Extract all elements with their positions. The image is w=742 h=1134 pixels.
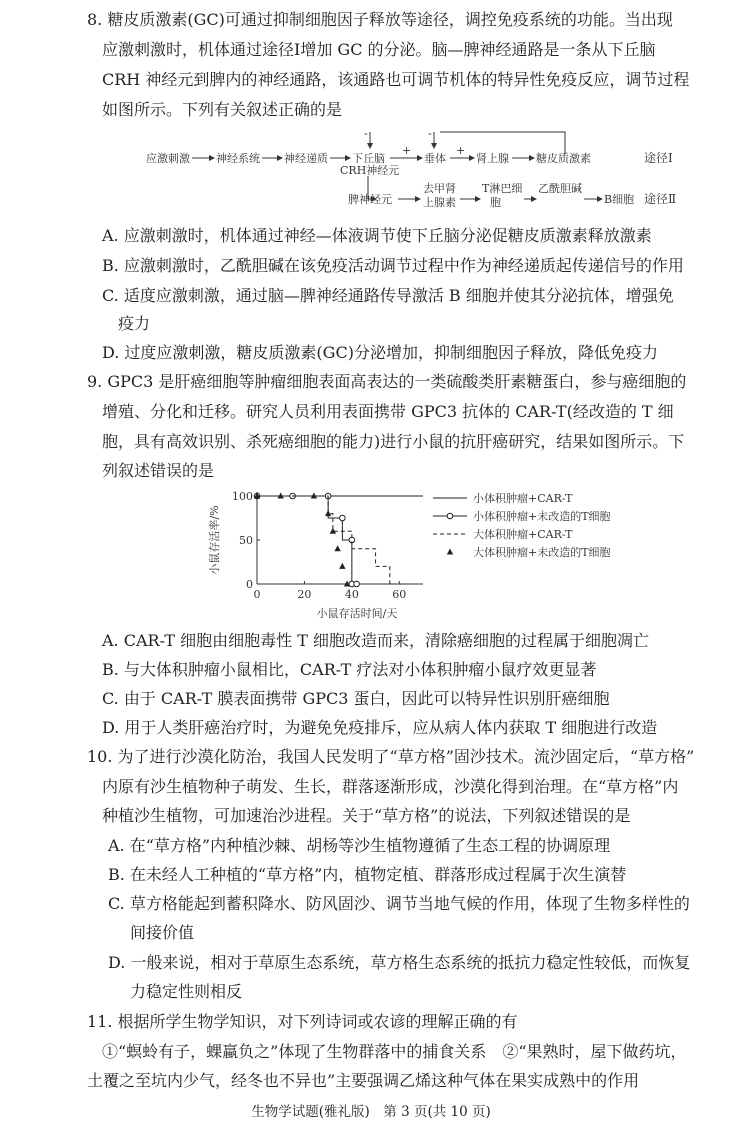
q8-option-b: B. 应激刺激时，乙酰胆碱在该免疫活动调节过程中作为神经递质起传递信号的作用 xyxy=(102,256,684,275)
diagram-bcell: B细胞 xyxy=(604,193,635,206)
diagram-ach-1: 乙酰胆碱 xyxy=(538,182,582,195)
diagram-tcell-2: 胞 xyxy=(490,196,501,209)
chart-ylabel: 小鼠存活率/% xyxy=(208,505,221,575)
series-4-point xyxy=(334,545,340,551)
q9-line-1: 9. GPC3 是肝癌细胞等肿瘤细胞表面高表达的一类硫酸类肝素糖蛋白，参与癌细胞的 xyxy=(87,372,687,391)
diagram-hypothalamus: 下丘脑 xyxy=(352,152,385,165)
q9-option-d: D. 用于人类肝癌治疗时，为避免免疫排斥，应从病人体内获取 T 细胞进行改造 xyxy=(102,718,658,737)
chart-xtick-label: 20 xyxy=(297,588,312,601)
q9-option-a: A. CAR-T 细胞由细胞毒性 T 细胞改造而来，清除癌细胞的过程属于细胞凋亡 xyxy=(102,631,650,650)
q8-line-3: CRH 神经元到脾内的神经通路，该通路也可调节机体的特异性免疫反应，调节过程 xyxy=(102,70,690,89)
q10-option-b: B. 在未经人工种植的“草方格”内，植物定植、群落形成过程属于次生演替 xyxy=(108,865,627,884)
diagram-gc: 糖皮质激素 xyxy=(536,152,591,165)
q10-line-3: 种植沙生植物，可加速治沙进程。关于“草方格”的说法，下列叙述错误的是 xyxy=(102,806,631,825)
series-line-2 xyxy=(257,496,357,584)
diagram-minus-2: - xyxy=(428,127,432,140)
q8-regulation-diagram xyxy=(140,124,710,216)
chart-ytick-label: 50 xyxy=(239,534,253,547)
legend-marker-2 xyxy=(447,513,453,519)
survival-chart xyxy=(205,484,625,624)
diagram-crh-neuron: CRH神经元 xyxy=(340,164,400,177)
diagram-spleen-nerve: 脾神经元 xyxy=(348,193,392,206)
diagram-path-1: 途径Ⅰ xyxy=(644,151,673,165)
series-2-point xyxy=(354,581,360,587)
q10-line-1: 10. 为了进行沙漠化防治，我国人民发明了“草方格”固沙技术。流沙固定后，“草方格” xyxy=(87,747,695,766)
diagram-path-2: 途径Ⅱ xyxy=(644,192,677,206)
series-line-3 xyxy=(257,496,404,584)
chart-xlabel: 小鼠存活时间/天 xyxy=(316,607,398,620)
q11-line-3: 土覆之至坑内少气，经冬也不异也”主要强调乙烯这种气体在果实成熟中的作用 xyxy=(87,1071,640,1090)
q8-option-a: A. 应激刺激时，机体通过神经—体液调节使下丘脑分泌促糖皮质激素释放激素 xyxy=(102,226,652,245)
q9-option-c: C. 由于 CAR-T 膜表面携带 GPC3 蛋白，因此可以特异性识别肝癌细胞 xyxy=(102,689,610,708)
legend-label-1: 小体积肿瘤+CAR-T xyxy=(473,492,573,505)
diagram-stress: 应激刺激 xyxy=(146,152,190,165)
q8-option-c-cont: 疫力 xyxy=(118,314,151,333)
q11-line-2: ①“螟蛉有子，蜾蠃负之”体现了生物群落中的捕食关系 ②“果熟时，屋下做药坑， xyxy=(102,1042,687,1061)
diagram-plus-2: + xyxy=(456,144,466,157)
q9-line-2: 增殖、分化和迁移。研究人员利用表面携带 GPC3 抗体的 CAR-T(经改造的 T 细 xyxy=(102,402,674,421)
chart-xtick-label: 0 xyxy=(253,588,261,601)
q10-option-c-cont: 间接价值 xyxy=(130,923,195,942)
q10-option-d: D. 一般来说，相对于草原生态系统，草方格生态系统的抵抗力稳定性较低，而恢复 xyxy=(108,953,691,972)
diagram-nerve-system: 神经系统 xyxy=(216,152,260,165)
diagram-adrenal: 肾上腺 xyxy=(476,152,509,165)
diagram-minus-1: - xyxy=(364,127,368,140)
q9-line-4: 列叙述错误的是 xyxy=(102,461,215,480)
diagram-plus-1: + xyxy=(402,144,412,157)
legend-label-2: 小体积肿瘤+未改造的T细胞 xyxy=(473,510,611,523)
q8-option-d: D. 过度应激刺激，糖皮质激素(GC)分泌增加，抑制细胞因子释放，降低免疫力 xyxy=(102,343,658,362)
series-2-point xyxy=(340,515,346,521)
chart-ytick-label: 100 xyxy=(232,490,253,503)
q10-line-2: 内原有沙生植物种子萌发、生长，群落逐渐形成，沙漠化得到治理。在“草方格”内 xyxy=(102,777,679,796)
q8-line-2: 应激刺激时，机体通过途径Ⅰ增加 GC 的分泌。脑—脾神经通路是一条从下丘脑 xyxy=(102,40,656,59)
diagram-tcell-1: T淋巴细 xyxy=(482,182,523,195)
series-4-point xyxy=(325,510,331,516)
chart-xtick-label: 60 xyxy=(392,588,407,601)
q10-option-c: C. 草方格能起到蓄积降水、防风固沙、调节当地气候的作用，体现了生物多样性的 xyxy=(108,894,690,913)
chart-ytick-label: 0 xyxy=(246,578,253,591)
q8-line-1: 8. 糖皮质激素(GC)可通过抑制细胞因子释放等途径，调控免疫系统的功能。当出现 xyxy=(87,10,673,29)
legend-label-3: 大体积肿瘤+CAR-T xyxy=(473,528,573,541)
q9-option-b: B. 与大体积肿瘤小鼠相比，CAR-T 疗法对小体积肿瘤小鼠疗效更显著 xyxy=(102,660,597,679)
diagram-ne-2: 上腺素 xyxy=(423,196,456,209)
diagram-ne-1: 去甲肾 xyxy=(423,182,456,195)
q8-line-4: 如图所示。下列有关叙述正确的是 xyxy=(102,100,343,119)
diagram-pituitary: 垂体 xyxy=(424,152,446,165)
q11-line-1: 11. 根据所学生物学知识，对下列诗词或农谚的理解正确的有 xyxy=(87,1012,518,1031)
q10-option-a: A. 在“草方格”内种植沙棘、胡杨等沙生植物遵循了生态工程的协调原理 xyxy=(108,836,611,855)
q10-option-d-cont: 力稳定性则相反 xyxy=(130,982,243,1001)
q9-line-3: 胞，具有高效识别、杀死癌细胞的能力)进行小鼠的抗肝癌研究，结果如图所示。下 xyxy=(102,432,685,451)
legend-label-4: 大体积肿瘤+未改造的T细胞 xyxy=(473,546,611,559)
chart-xtick-label: 40 xyxy=(344,588,359,601)
diagram-nerve-fiber: 神经递质 xyxy=(284,152,328,165)
page-footer: 生物学试题(雅礼版) 第 3 页(共 10 页) xyxy=(251,1104,491,1120)
q8-option-c: C. 适度应激刺激，通过脑—脾神经通路传导激活 B 细胞并使其分泌抗体，增强免 xyxy=(102,286,674,305)
